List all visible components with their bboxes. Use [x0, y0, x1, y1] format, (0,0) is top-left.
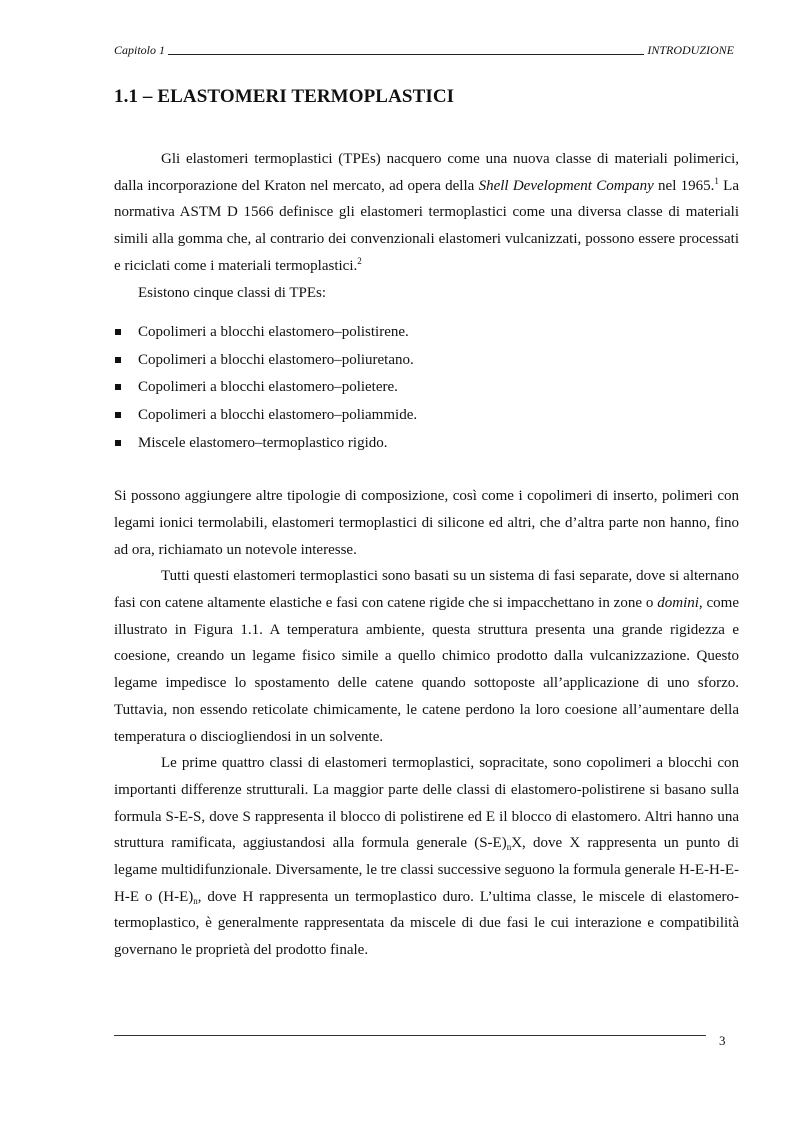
footnote-ref-1[interactable]: 1	[714, 175, 719, 186]
chapter-label: Capitolo 1	[114, 43, 166, 57]
paragraph-block-text-b: X, dove X rappresenta un punto di legame multidifunzionale. Diversamente, le tre classi successive seguono la formula generale H-E-H-E-H-E o (H-E)	[114, 835, 739, 905]
tpe-class-list	[114, 319, 739, 457]
bullet-icon	[115, 440, 121, 446]
bullet-icon	[115, 384, 121, 390]
paragraph-block-text-c: , dove H rappresenta un termoplastico duro. L’ultima classe, le miscele di elastomero-termoplastico, è generalmente rappresentata da miscele di due fasi le cui interazione e compatibilità governano le proprietà del prodotto finale.	[114, 888, 739, 959]
paragraph-other-types: Si possono aggiungere altre tipologie di composizione, così come i copolimeri di inserto, polimeri con legami ionici termolabili, elastomeri termoplastici di silicone ed altri, che d’altra parte non hanno, fino ad ora, richiamato un notevole interesse.	[114, 488, 739, 558]
paragraph-phase-text-b: , come illustrato in Figura 1.1. A temperatura ambiente, questa struttura presenta una grande rigidezza e coesione, creando un legame fisico simile a quello chimico prodotto dalla vulcanizzazione. Questo legame impedisce lo spostamento delle catene quando sottoposte all’applicazione di uno sforzo. Tuttavia, non essendo reticolate chimicamente, le catene perdono la loro coesione all’aumentare della temperatura o disciogliendosi in un solvente.	[114, 595, 740, 745]
paragraph-classes-intro: Esistono cinque classi di TPEs:	[138, 284, 327, 301]
list-item-text: Copolimeri a blocchi elastomero–polistirene.	[138, 324, 409, 341]
paragraph-phase-text: Tutti questi elastomeri termoplastici sono basati su un sistema di fasi separate, dove si alternano fasi con catene altamente elastiche e fasi con catene rigide che si impacchettano in zone o	[114, 568, 739, 611]
paragraph-block-copolymers	[114, 750, 739, 964]
company-name: Shell Development Company	[478, 177, 654, 194]
paragraph-intro-text-b: nel 1965.	[653, 177, 715, 194]
paragraph-phase-structure	[114, 563, 739, 750]
list-item	[114, 430, 739, 458]
footnote-ref-2[interactable]: 2	[357, 255, 362, 266]
paragraph-intro-text: Gli elastomeri termoplastici (TPEs) nacquero come una nuova classe di materiali polimerici, dalla incorporazione del Kraton nel mercato, ad opera della	[114, 151, 739, 194]
page-number: 3	[719, 1033, 726, 1048]
section-title: 1.1 – ELASTOMERI TERMOPLASTICI	[114, 86, 455, 107]
bullet-icon	[115, 412, 121, 418]
running-header	[114, 40, 734, 58]
list-item	[114, 347, 739, 375]
paragraph-block-text: Le prime quattro classi di elastomeri termoplastici, sopracitate, sono copolimeri a blocchi con importanti differenze strutturali. La maggior parte delle classi di elastomero-polistirene si basano sulla formula S-E-S, dove S rappresenta il blocco di polistirene ed E il blocco di elastomero. Altri hanno una struttura ramificata, aggiustandosi alla formula generale (S-E)	[114, 755, 739, 852]
paragraph-intro-text-c: La normativa ASTM D 1566 definisce gli elastomeri termoplastici come una diversa classe di materiali simili alla gomma che, al contrario dei convenzionali elastomeri vulcanizzati, possono essere processati e riciclati come i materiali termoplastici.	[114, 177, 740, 274]
list-item-text: Copolimeri a blocchi elastomero–polietere.	[138, 379, 398, 396]
body-text	[114, 146, 739, 964]
chapter-title: INTRODUZIONE	[647, 43, 734, 57]
subscript-n: n	[193, 895, 198, 906]
bullet-icon	[115, 357, 121, 363]
subscript-n: n	[506, 842, 512, 853]
footer-rule	[114, 1035, 706, 1036]
list-item	[114, 402, 739, 430]
list-item	[114, 319, 739, 347]
bullet-icon	[115, 329, 121, 335]
header-rule	[168, 54, 644, 55]
list-item-text: Copolimeri a blocchi elastomero–poliammide.	[138, 407, 418, 423]
domini-term: domini	[657, 595, 699, 611]
list-item-text: Miscele elastomero–termoplastico rigido.	[138, 434, 388, 451]
list-item	[114, 374, 739, 402]
list-item-text: Copolimeri a blocchi elastomero–poliuretano.	[138, 351, 414, 368]
paragraph-intro	[114, 146, 739, 280]
